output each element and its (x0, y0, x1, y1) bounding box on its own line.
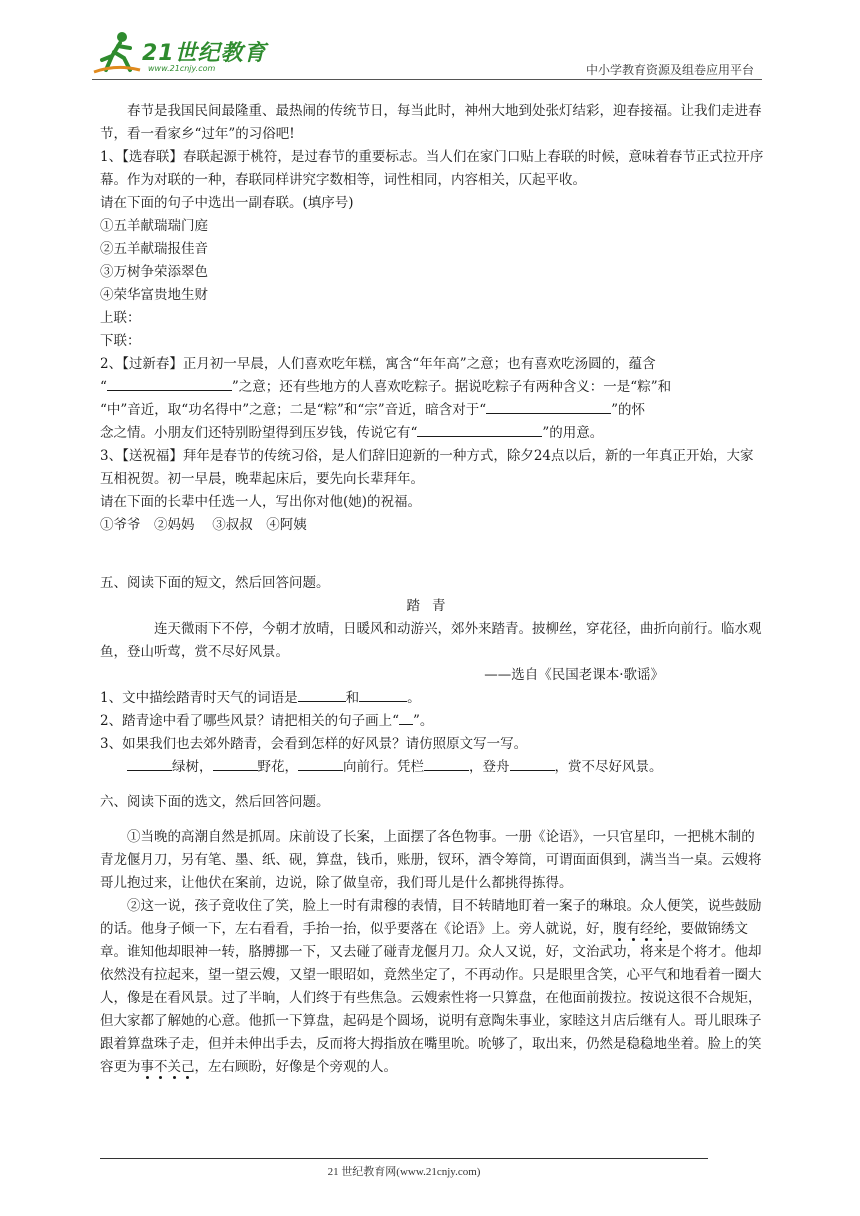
blank[interactable] (510, 756, 555, 771)
q1-option-1: ①五羊献瑞瑞门庭 (100, 218, 208, 234)
blank[interactable] (424, 756, 469, 771)
blank[interactable] (417, 422, 542, 437)
section6-heading: 六、阅读下面的选文，然后回答问题。 (100, 794, 330, 810)
blank[interactable] (127, 756, 172, 771)
s6-paragraph-2: ②这一说，孩子竟收住了笑，脸上一时有肃穆的表情，目不转睛地盯着一案子的琳琅。众人便笑，说些鼓励的话。他身子倾一下，左右看看，手抬一抬，似乎要落在《论语》上。旁人就说，好，腹有经纶，要做锦绣文章。谁知他却眼神一转，胳膊挪一下，又去碰了碰青龙偃月刀。众人又说，好，文治武功，将来是个将才。他却依然没有拉起来，望一望云嫂，又望一眼昭如，竟然坐定了，不再动作。只是眼里含笑，心平气和地看着一圈大人，像是在看风景。过了半晌，人们终于有些焦急。云嫂索性将一只算盘，在他面前拨拉。按说这很不合规矩，但大家都了解她的心意。他抓一下算盘，起码是个圆场，说明有意陶朱事业，家睦这爿店后继有人。哥儿眼珠子跟着算盘珠子走，但并未伸出手去，反而将大拇指放在嘴里吮。吮够了，取出来，仍然是稳稳地坐着。脸上的笑容更为事不关己，左右顾盼，好像是个旁观的人。 (100, 898, 762, 1075)
blank[interactable] (107, 376, 232, 391)
q2-line-2: “ ”之意；还有些地方的人喜欢吃粽子。据说吃粽子有两种含义：一是“粽”和 (100, 376, 764, 399)
poem-source: ——选自《民国老课本·歌谣》 (484, 667, 664, 683)
blank[interactable] (486, 399, 611, 414)
blank[interactable] (359, 687, 407, 702)
intro-paragraph: 春节是我国民间最隆重、最热闹的传统节日，每当此时，神州大地到处张灯结彩，迎春接福。让我们走进春节，看一看家乡“过年”的习俗吧! (100, 103, 762, 142)
emphasis-dotted-2: 事不关己 (140, 1059, 195, 1075)
footer-divider (100, 1158, 708, 1159)
q1-option-3: ③万树争荣添翠色 (100, 264, 208, 280)
blank[interactable] (298, 756, 343, 771)
logo-text: 21世纪教育 (142, 41, 267, 66)
s5-fill-line: 绿树， 野花， 向前行。凭栏 ，登舟 ，赏不尽好风景。 (100, 756, 764, 779)
page-header (92, 30, 762, 80)
poem-body: 连天微雨下不停，今朝才放晴，日暖风和动游兴，郊外来踏青。披柳丝，穿花径，曲折向前行。临水观鱼，登山听莺，赏不尽好风景。 (100, 621, 762, 660)
document-body (100, 100, 764, 1079)
q1-option-2: ②五羊献瑞报佳音 (100, 241, 208, 257)
header-divider (92, 79, 762, 80)
q3-options: ①爷爷 ②妈妈 ③叔叔 ④阿姨 (100, 517, 307, 533)
page-footer: 21 世纪教育网(www.21cnjy.com) (327, 1166, 481, 1178)
s5-q2: 2、踏青途中看了哪些风景？请把相关的句子画上“ ”。 (100, 710, 764, 733)
blank[interactable] (213, 756, 258, 771)
logo (92, 30, 267, 78)
platform-label: 中小学教育资源及组卷应用平台 (585, 63, 754, 77)
s6-paragraph-1: ①当晚的高潮自然是抓周。床前设了长案，上面摆了各色物事。一册《论语》，一只官星印，一把桃木制的青龙偃月刀，另有笔、墨、纸、砚，算盘，钱币，账册，钗环，酒令筹筒，可谓面面俱到，满当当一桌。云嫂将哥儿抱过来，让他伏在案前，边说，除了做皇帝，我们哥儿是什么都挑得拣得。 (100, 829, 762, 891)
q1-prompt: 请在下面的句子中选出一副春联。(填序号) (100, 195, 354, 211)
blank[interactable] (298, 687, 346, 702)
q2-line-1: 2、【过新春】正月初一早晨，人们喜欢吃年糕，寓含“年年高”之意；也有喜欢吃汤圆的，蕴含 (100, 356, 656, 372)
q1-text: 1、【选春联】春联起源于桃符，是过春节的重要标志。当人们在家门口贴上春联的时候，意味着春节正式拉开序幕。作为对联的一种，春联同样讲究字数相等，词性相同，内容相关，仄起平收。 (100, 149, 764, 188)
section5-heading: 五、阅读下面的短文，然后回答问题。 (100, 575, 330, 591)
poem-title: 踏青 (406, 598, 458, 614)
runner-icon (92, 30, 142, 76)
q1-option-4: ④荣华富贵地生财 (100, 287, 208, 303)
q1-upper-line: 上联： (100, 310, 141, 326)
s5-q1: 1、文中描绘踏青时天气的词语是 和 。 (100, 687, 764, 710)
logo-url: www.21cnjy.com (148, 64, 216, 73)
q2-line-3: “中”音近，取“功名得中”之意；二是“粽”和“宗”音近，暗含对于“ ”的怀 (100, 399, 764, 422)
q2-line-4: 念之情。小朋友们还特别盼望得到压岁钱，传说它有“ ”的用意。 (100, 422, 764, 445)
q3-prompt: 请在下面的长辈中任选一人，写出你对他(她)的祝福。 (100, 494, 422, 510)
emphasis-dotted-1: 腹有经纶 (613, 921, 667, 937)
s5-q3: 3、如果我们也去郊外踏青，会看到怎样的好风景？请仿照原文写一写。 (100, 736, 528, 752)
blank (399, 710, 413, 725)
q1-lower-line: 下联： (100, 333, 141, 349)
q3-text: 3、【送祝福】拜年是春节的传统习俗，是人们辞旧迎新的一种方式，除夕24点以后，新的一年真正开始，大家互相祝贺。初一早晨，晚辈起床后，要先向长辈拜年。 (100, 448, 754, 487)
